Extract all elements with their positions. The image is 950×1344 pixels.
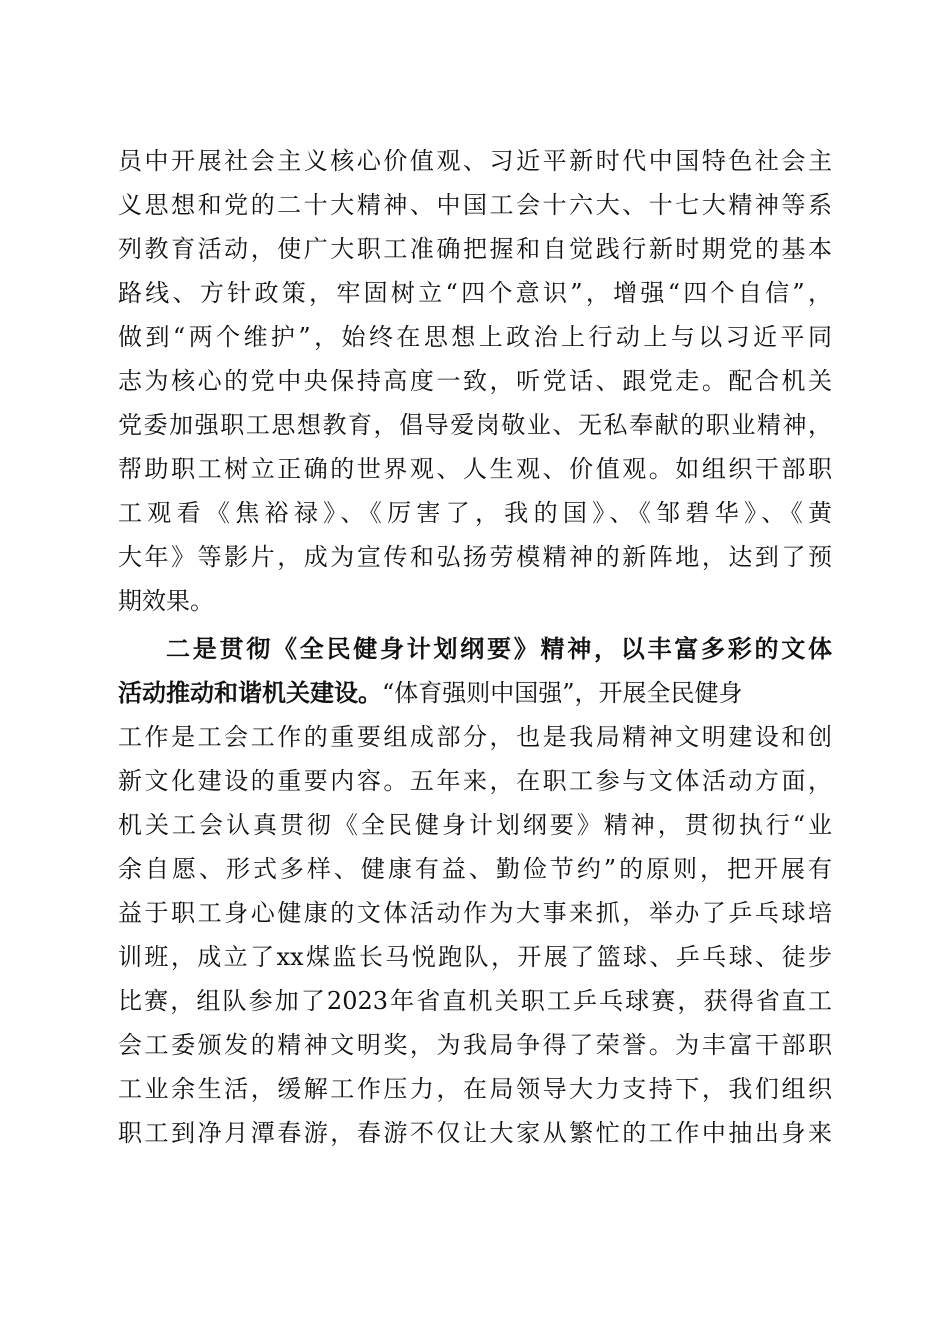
- text-line: 比赛，组队参加了2023年省直机关职工乒乓球赛，获得省直工: [118, 987, 832, 1015]
- section-heading-line: 二是贯彻《全民健身计划纲要》精神，以丰富多彩的文体: [166, 634, 832, 663]
- text-line: 志为核心的党中央保持高度一致，听党话、跟党走。配合机关: [118, 367, 832, 395]
- text-line: 训班，成立了xx煤监长马悦跑队，开展了篮球、乒乓球、徒步: [118, 943, 832, 971]
- text-line: 列教育活动，使广大职工准确把握和自觉践行新时期党的基本: [118, 235, 832, 263]
- text-line: 工观看《焦裕禄》、《厉害了，我的国》、《邹碧华》、《黄: [118, 499, 832, 527]
- text-line: 路线、方针政策，牢固树立“四个意识”，增强“四个自信”，: [118, 279, 832, 307]
- text-line-mixed: [118, 673, 832, 713]
- text-line: 益于职工身心健康的文体活动作为大事来抓，举办了乒乓球培: [118, 899, 832, 927]
- text-line: 余自愿、形式多样、健康有益、勤俭节约”的原则，把开展有: [118, 855, 832, 883]
- text-line: 义思想和党的二十大精神、中国工会十六大、十七大精神等系: [118, 191, 832, 219]
- text-line: 帮助职工树立正确的世界观、人生观、价值观。如组织干部职: [118, 455, 832, 483]
- text-line: 新文化建设的重要内容。五年来，在职工参与文体活动方面，: [118, 767, 832, 795]
- text-line: 期效果。: [118, 587, 214, 615]
- text-line: 党委加强职工思想教育，倡导爱岗敬业、无私奉献的职业精神，: [118, 411, 832, 439]
- text-line: 机关工会认真贯彻《全民健身计划纲要》精神，贯彻执行“业: [118, 811, 832, 839]
- text-line: 工业余生活，缓解工作压力，在局领导大力支持下，我们组织: [118, 1075, 832, 1103]
- text-line: 工作是工会工作的重要组成部分，也是我局精神文明建设和创: [118, 723, 832, 751]
- text-line: 做到“两个维护”，始终在思想上政治上行动上与以习近平同: [118, 323, 832, 351]
- text-line: 大年》等影片，成为宣传和弘扬劳模精神的新阵地，达到了预: [118, 543, 832, 571]
- text-line: 会工委颁发的精神文明奖，为我局争得了荣誉。为丰富干部职: [118, 1031, 832, 1059]
- text-line: 职工到净月潭春游，春游不仅让大家从繁忙的工作中抽出身来: [118, 1119, 832, 1147]
- section-body-start: “体育强则中国强”，开展全民健身: [382, 679, 743, 707]
- section-heading-end: 活动推动和谐机关建设。: [118, 678, 382, 707]
- text-line: 员中开展社会主义核心价值观、习近平新时代中国特色社会主: [118, 147, 832, 175]
